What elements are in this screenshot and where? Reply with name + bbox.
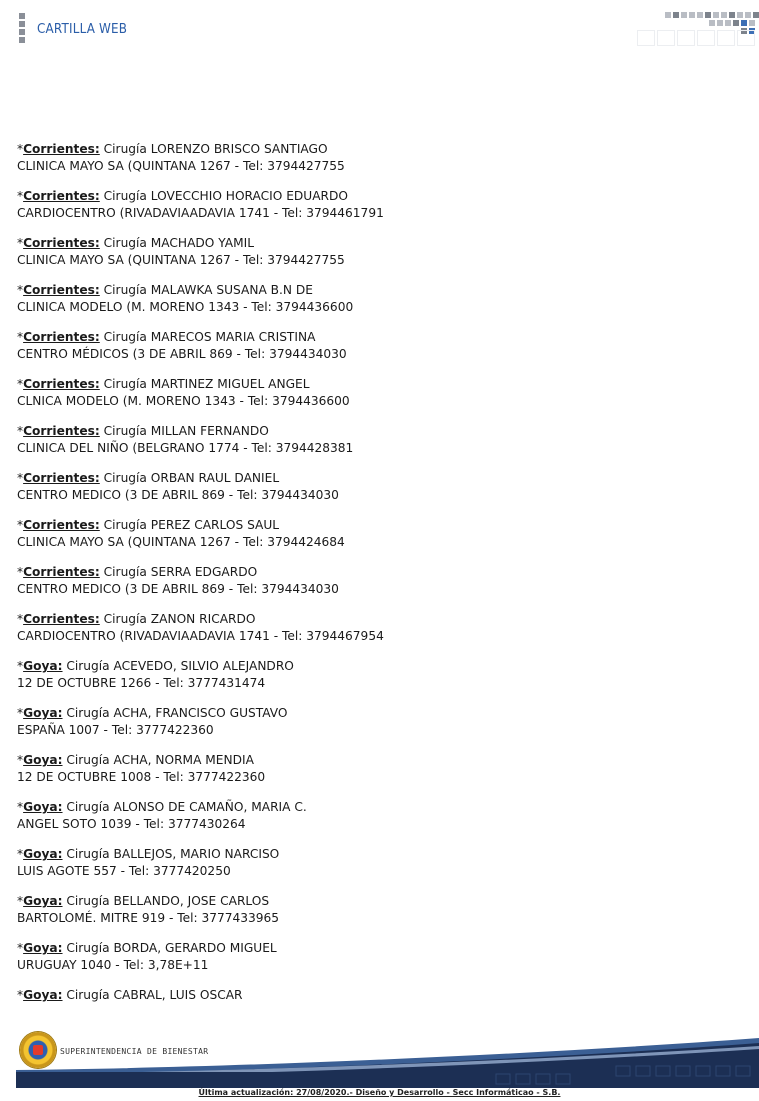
entry-tel-label: Tel: bbox=[111, 723, 133, 737]
entry-specialty: Cirugía bbox=[66, 659, 110, 673]
entry-location: Goya: bbox=[23, 894, 63, 908]
entry-tel-label: Tel: bbox=[242, 535, 264, 549]
directory-entry bbox=[17, 846, 717, 880]
entry-phone: 3794434030 bbox=[261, 488, 339, 502]
entry-doctor-name: ZANON RICARDO bbox=[150, 612, 256, 626]
entry-location: Goya: bbox=[23, 941, 63, 955]
entry-specialty: Cirugía bbox=[103, 283, 147, 297]
directory-entry bbox=[17, 517, 717, 551]
entry-doctor-name: MALAWKA SUSANA B.N DE bbox=[150, 283, 313, 297]
entry-line-2: CLINICA DEL NIÑO (BELGRANO 1774 - Tel: 3794428381 bbox=[17, 441, 354, 455]
entry-line-1: *Corrientes: Cirugía LOVECCHIO HORACIO EDUARDO bbox=[17, 189, 348, 203]
entry-address: CLINICA MAYO SA (QUINTANA 1267 bbox=[17, 253, 231, 267]
directory-entry bbox=[17, 893, 717, 927]
entry-phone: 3794427755 bbox=[267, 253, 345, 267]
entry-phone: 3794461791 bbox=[306, 206, 384, 220]
page-title: CARTILLA WEB bbox=[37, 22, 128, 37]
entry-line-1: *Corrientes: Cirugía MARTINEZ MIGUEL ANGEL bbox=[17, 377, 310, 391]
directory-entry bbox=[17, 282, 717, 316]
entry-line-1: *Corrientes: Cirugía MALAWKA SUSANA B.N DE bbox=[17, 283, 313, 297]
entry-address: CENTRO MEDICO (3 DE ABRIL 869 bbox=[17, 582, 225, 596]
entry-location: Corrientes: bbox=[23, 612, 100, 626]
entry-location: Corrientes: bbox=[23, 330, 100, 344]
entry-tel-label: Tel: bbox=[123, 958, 144, 972]
entry-address: CLINICA MODELO (M. MORENO 1343 bbox=[17, 300, 240, 314]
entry-line-1: *Goya: Cirugía ALONSO DE CAMAÑO, MARIA C. bbox=[17, 800, 307, 814]
directory-entry bbox=[17, 752, 717, 786]
footer-organization: SUPERINTENDENCIA DE BIENESTAR bbox=[60, 1047, 209, 1056]
entry-address: LUIS AGOTE 557 bbox=[17, 864, 117, 878]
entry-phone: 3794436600 bbox=[275, 300, 354, 314]
entry-line-2: CLINICA MODELO (M. MORENO 1343 - Tel: 3794436600 bbox=[17, 300, 354, 314]
entry-doctor-name: BELLANDO, JOSE CARLOS bbox=[113, 894, 270, 908]
entry-tel-label: Tel: bbox=[244, 347, 266, 361]
entry-phone: 3794427755 bbox=[267, 159, 345, 173]
directory-entry bbox=[17, 423, 717, 457]
entry-line-1: *Corrientes: Cirugía MACHADO YAMIL bbox=[17, 236, 255, 250]
entry-specialty: Cirugía bbox=[103, 612, 147, 626]
entry-location: Corrientes: bbox=[23, 565, 100, 579]
entry-address: CENTRO MÉDICOS (3 DE ABRIL 869 bbox=[17, 347, 233, 361]
entry-line-1: *Goya: Cirugía BALLEJOS, MARIO NARCISO bbox=[17, 847, 280, 861]
entry-doctor-name: ACHA, NORMA MENDIA bbox=[113, 753, 254, 767]
directory-entry bbox=[17, 141, 717, 175]
entry-phone: 3794434030 bbox=[269, 347, 347, 361]
entry-specialty: Cirugía bbox=[66, 941, 110, 955]
entry-address: ESPAÑA 1007 bbox=[17, 723, 100, 737]
entry-location: Corrientes: bbox=[23, 471, 100, 485]
entry-tel-label: Tel: bbox=[282, 629, 303, 643]
entry-line-2: ANGEL SOTO 1039 - Tel: 3777430264 bbox=[17, 817, 246, 831]
entry-specialty: Cirugía bbox=[66, 800, 110, 814]
directory-entry bbox=[17, 987, 717, 1004]
entry-phone: 3794436600 bbox=[272, 394, 350, 408]
entry-line-2: CENTRO MEDICO (3 DE ABRIL 869 - Tel: 3794434030 bbox=[17, 582, 339, 596]
entry-doctor-name: MILLAN FERNANDO bbox=[150, 424, 269, 438]
entry-doctor-name: CABRAL, LUIS OSCAR bbox=[113, 988, 243, 1002]
entry-tel-label: Tel: bbox=[128, 864, 150, 878]
entry-line-2: BARTOLOMÉ. MITRE 919 - Tel: 3777433965 bbox=[17, 911, 280, 925]
entry-line-2: URUGUAY 1040 - Tel: 3,78E+11 bbox=[17, 958, 209, 972]
entry-address: CARDIOCENTRO (RIVADAVIAADAVIA 1741 bbox=[17, 629, 270, 643]
directory-entry bbox=[17, 658, 717, 692]
entry-line-2: CARDIOCENTRO (RIVADAVIAADAVIA 1741 - Tel: 3794467954 bbox=[17, 629, 384, 643]
entry-doctor-name: ACHA, FRANCISCO GUSTAVO bbox=[113, 706, 288, 720]
entry-line-1: *Corrientes: Cirugía MILLAN FERNANDO bbox=[17, 424, 269, 438]
footer-update-text: Última actualización: 27/08/2020.- Diseño y Desarrollo - Secc Informáticao - S.B. bbox=[198, 1088, 561, 1097]
entry-tel-label: Tel: bbox=[237, 582, 258, 596]
directory-entry bbox=[17, 188, 717, 222]
entry-line-2: CENTRO MÉDICOS (3 DE ABRIL 869 - Tel: 3794434030 bbox=[17, 347, 347, 361]
entry-phone: 3,78E+11 bbox=[147, 958, 209, 972]
entry-address: CLINICA DEL NIÑO (BELGRANO 1774 bbox=[17, 441, 240, 455]
entry-location: Corrientes: bbox=[23, 142, 100, 156]
entry-address: CENTRO MEDICO (3 DE ABRIL 869 bbox=[17, 488, 225, 502]
entry-line-1: *Corrientes: Cirugía MARECOS MARIA CRISTINA bbox=[17, 330, 316, 344]
entry-line-1: *Goya: Cirugía BORDA, GERARDO MIGUEL bbox=[17, 941, 277, 955]
directory-entry bbox=[17, 564, 717, 598]
entry-specialty: Cirugía bbox=[66, 847, 110, 861]
directory-entry bbox=[17, 799, 717, 833]
entry-line-2: CLINICA MAYO SA (QUINTANA 1267 - Tel: 3794424684 bbox=[17, 535, 345, 549]
entry-specialty: Cirugía bbox=[66, 753, 110, 767]
entry-specialty: Cirugía bbox=[103, 189, 147, 203]
entry-tel-label: Tel: bbox=[251, 300, 272, 314]
entry-location: Corrientes: bbox=[23, 189, 100, 203]
entry-phone: 3794428381 bbox=[275, 441, 354, 455]
entry-tel-label: Tel: bbox=[242, 159, 264, 173]
entry-phone: 3794467954 bbox=[306, 629, 384, 643]
entry-tel-label: Tel: bbox=[282, 206, 303, 220]
entry-specialty: Cirugía bbox=[103, 518, 147, 532]
directory-entry bbox=[17, 235, 717, 269]
entry-location: Goya: bbox=[23, 988, 63, 1002]
entry-line-1: *Corrientes: Cirugía ORBAN RAUL DANIEL bbox=[17, 471, 280, 485]
entry-address: ANGEL SOTO 1039 bbox=[17, 817, 132, 831]
entry-doctor-name: PEREZ CARLOS SAUL bbox=[150, 518, 280, 532]
entry-line-1: *Goya: Cirugía ACHA, FRANCISCO GUSTAVO bbox=[17, 706, 288, 720]
entry-line-2: CLINICA MAYO SA (QUINTANA 1267 - Tel: 3794427755 bbox=[17, 159, 345, 173]
entry-line-2: LUIS AGOTE 557 - Tel: 3777420250 bbox=[17, 864, 231, 878]
entry-line-2: ESPAÑA 1007 - Tel: 3777422360 bbox=[17, 723, 214, 737]
entry-tel-label: Tel: bbox=[237, 488, 258, 502]
entry-doctor-name: MACHADO YAMIL bbox=[150, 236, 255, 250]
entry-address: CLINICA MAYO SA (QUINTANA 1267 bbox=[17, 535, 231, 549]
entry-doctor-name: LORENZO BRISCO SANTIAGO bbox=[150, 142, 328, 156]
entry-phone: 3794424684 bbox=[267, 535, 345, 549]
entry-location: Corrientes: bbox=[23, 236, 100, 250]
directory-list bbox=[17, 141, 717, 1017]
institution-seal-icon bbox=[20, 1032, 56, 1068]
entry-doctor-name: MARTINEZ MIGUEL ANGEL bbox=[150, 377, 310, 391]
entry-phone: 3777422360 bbox=[187, 770, 266, 784]
entry-address: 12 DE OCTUBRE 1008 bbox=[17, 770, 152, 784]
entry-phone: 3777420250 bbox=[153, 864, 231, 878]
entry-location: Goya: bbox=[23, 706, 63, 720]
entry-line-1: *Goya: Cirugía ACHA, NORMA MENDIA bbox=[17, 753, 254, 767]
entry-line-2: CENTRO MEDICO (3 DE ABRIL 869 - Tel: 3794434030 bbox=[17, 488, 339, 502]
entry-location: Corrientes: bbox=[23, 377, 100, 391]
entry-location: Corrientes: bbox=[23, 424, 100, 438]
entry-address: 12 DE OCTUBRE 1266 bbox=[17, 676, 152, 690]
entry-doctor-name: BALLEJOS, MARIO NARCISO bbox=[113, 847, 280, 861]
header-accent-bar bbox=[19, 13, 25, 45]
entry-tel-label: Tel: bbox=[247, 394, 269, 408]
entry-specialty: Cirugía bbox=[66, 988, 110, 1002]
entry-line-1: *Goya: Cirugía ACEVEDO, SILVIO ALEJANDRO bbox=[17, 659, 294, 673]
directory-entry bbox=[17, 940, 717, 974]
entry-phone: 3777431474 bbox=[187, 676, 266, 690]
entry-location: Corrientes: bbox=[23, 283, 100, 297]
entry-specialty: Cirugía bbox=[103, 330, 147, 344]
directory-entry bbox=[17, 329, 717, 363]
entry-doctor-name: BORDA, GERARDO MIGUEL bbox=[113, 941, 277, 955]
entry-line-1: *Goya: Cirugía CABRAL, LUIS OSCAR bbox=[17, 988, 243, 1002]
entry-specialty: Cirugía bbox=[66, 894, 110, 908]
entry-doctor-name: SERRA EDGARDO bbox=[150, 565, 258, 579]
entry-specialty: Cirugía bbox=[103, 142, 147, 156]
entry-tel-label: Tel: bbox=[143, 817, 165, 831]
entry-tel-label: Tel: bbox=[242, 253, 264, 267]
entry-line-1: *Corrientes: Cirugía ZANON RICARDO bbox=[17, 612, 256, 626]
entry-tel-label: Tel: bbox=[251, 441, 272, 455]
entry-location: Goya: bbox=[23, 847, 63, 861]
entry-address: URUGUAY 1040 bbox=[17, 958, 112, 972]
entry-line-1: *Corrientes: Cirugía SERRA EDGARDO bbox=[17, 565, 258, 579]
entry-line-1: *Goya: Cirugía BELLANDO, JOSE CARLOS bbox=[17, 894, 270, 908]
entry-phone: 3794434030 bbox=[261, 582, 339, 596]
entry-address: BARTOLOMÉ. MITRE 919 bbox=[17, 911, 166, 925]
entry-phone: 3777433965 bbox=[201, 911, 280, 925]
entry-line-2: 12 DE OCTUBRE 1008 - Tel: 3777422360 bbox=[17, 770, 266, 784]
entry-specialty: Cirugía bbox=[103, 236, 147, 250]
entry-specialty: Cirugía bbox=[103, 424, 147, 438]
entry-specialty: Cirugía bbox=[103, 565, 147, 579]
entry-line-2: CLINICA MAYO SA (QUINTANA 1267 - Tel: 3794427755 bbox=[17, 253, 345, 267]
entry-location: Corrientes: bbox=[23, 518, 100, 532]
entry-line-2: 12 DE OCTUBRE 1266 - Tel: 3777431474 bbox=[17, 676, 266, 690]
entry-line-1: *Corrientes: Cirugía LORENZO BRISCO SANTIAGO bbox=[17, 142, 328, 156]
entry-tel-label: Tel: bbox=[163, 676, 184, 690]
header-decoration bbox=[637, 10, 759, 48]
entry-specialty: Cirugía bbox=[103, 377, 147, 391]
entry-location: Goya: bbox=[23, 753, 63, 767]
entry-line-2: CARDIOCENTRO (RIVADAVIAADAVIA 1741 - Tel: 3794461791 bbox=[17, 206, 384, 220]
entry-line-1: *Corrientes: Cirugía PEREZ CARLOS SAUL bbox=[17, 518, 280, 532]
entry-tel-label: Tel: bbox=[163, 770, 184, 784]
directory-entry bbox=[17, 470, 717, 504]
entry-location: Goya: bbox=[23, 659, 63, 673]
entry-doctor-name: ORBAN RAUL DANIEL bbox=[150, 471, 280, 485]
entry-doctor-name: LOVECCHIO HORACIO EDUARDO bbox=[150, 189, 348, 203]
entry-location: Goya: bbox=[23, 800, 63, 814]
entry-phone: 3777422360 bbox=[136, 723, 214, 737]
directory-entry bbox=[17, 611, 717, 645]
entry-tel-label: Tel: bbox=[177, 911, 198, 925]
entry-line-2: CLNICA MODELO (M. MORENO 1343 - Tel: 3794436600 bbox=[17, 394, 350, 408]
entry-address: CLINICA MAYO SA (QUINTANA 1267 bbox=[17, 159, 231, 173]
entry-address: CARDIOCENTRO (RIVADAVIAADAVIA 1741 bbox=[17, 206, 270, 220]
entry-doctor-name: ACEVEDO, SILVIO ALEJANDRO bbox=[113, 659, 294, 673]
footer-wave-banner bbox=[16, 1036, 759, 1088]
directory-entry bbox=[17, 705, 717, 739]
entry-address: CLNICA MODELO (M. MORENO 1343 bbox=[17, 394, 236, 408]
entry-specialty: Cirugía bbox=[103, 471, 147, 485]
directory-entry bbox=[17, 376, 717, 410]
entry-doctor-name: MARECOS MARIA CRISTINA bbox=[150, 330, 316, 344]
entry-specialty: Cirugía bbox=[66, 706, 110, 720]
entry-doctor-name: ALONSO DE CAMAÑO, MARIA C. bbox=[113, 800, 307, 814]
entry-phone: 3777430264 bbox=[167, 817, 246, 831]
